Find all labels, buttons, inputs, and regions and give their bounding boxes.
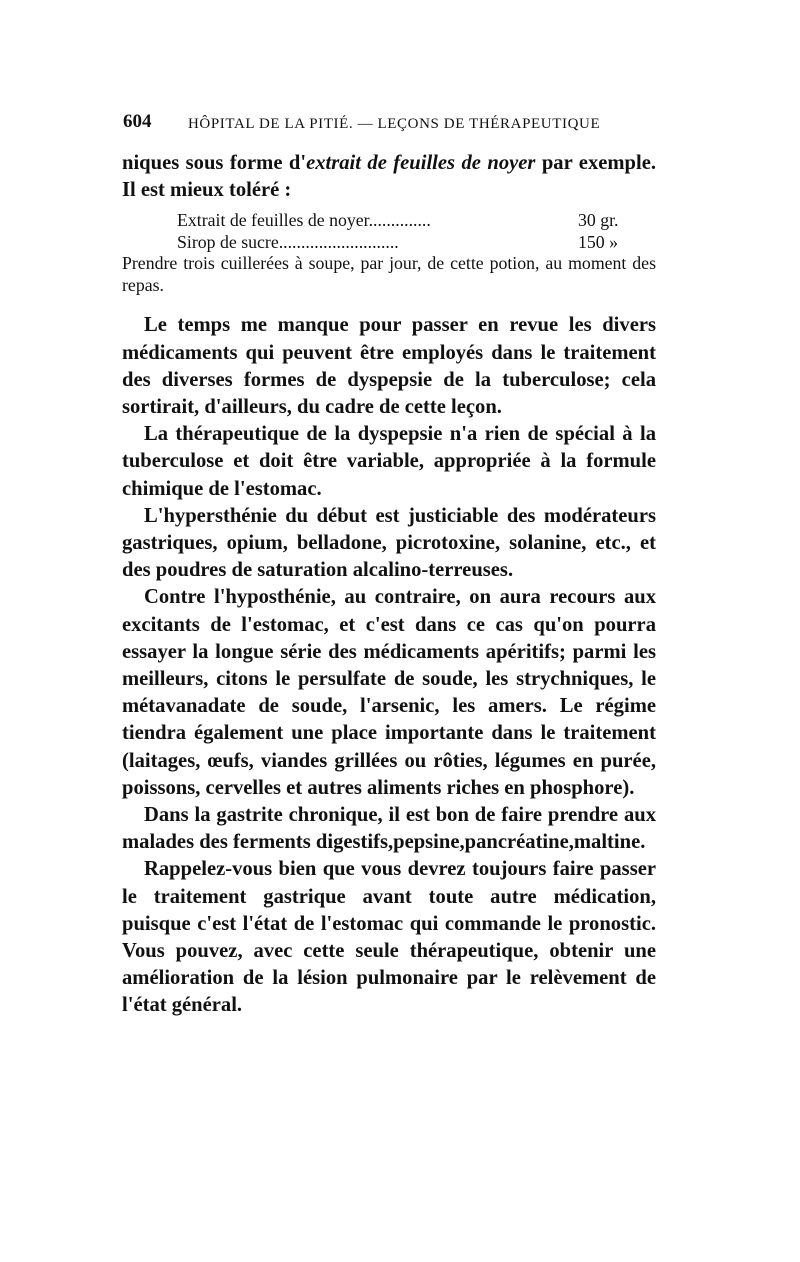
paragraph: Le temps me manque pour passer en revue les divers médicaments qui peuvent être employés dans le traitement des diverses formes de dyspepsie de la tuberculose; cela sortirait, d'ailleurs, du cadre de cette leçon. [122,314,656,419]
running-title: HÔPITAL DE LA PITIÉ. — LEÇONS DE THÉRAPEUTIQUE [188,116,601,132]
recipe-amount: 150 » [578,231,619,252]
paragraph: Dans la gastrite chronique, il est bon de faire prendre aux malades des ferments digestifs,pepsine,pancréatine,maltine. [122,804,656,854]
intro-italic-term: extrait de feuilles de noyer [306,152,536,174]
recipe-item [122,232,656,254]
page-number: 604 [123,111,152,132]
body-text [122,150,656,1020]
paragraph: Contre l'hyposthénie, au contraire, on aura recours aux excitants de l'estomac, et c'est dans ce cas qu'on pourra essayer la longue série des médicaments apéritifs; parmi les meilleurs, citons le persulfate de soude, les strychniques, le métavanadate de soude, l'arsenic, les amers. Le régime tiendra également une place importante dans le traitement (laitages, œufs, viandes grillées ou rôties, légumes en purée, poissons, cervelles et autres aliments riches en phosphore). [122,586,656,799]
recipe-amount: 30 gr. [578,210,619,231]
recipe-instruction: Prendre trois cuillerées à soupe, par jour, de cette potion, au moment des repas. [122,253,656,295]
paragraph: La thérapeutique de la dyspepsie n'a rien de spécial à la tuberculose et doit être variable, appropriée à la formule chimique de l'estomac. [122,423,656,500]
recipe-item [122,210,656,232]
paragraph: L'hypersthénie du début est justiciable des modérateurs gastriques, opium, belladone, picrotoxine, solanine, etc., et des poudres de saturation alcalino-terreuses. [122,504,656,582]
running-header [123,111,653,138]
intro-paragraph [122,150,656,204]
intro-text-start: niques sous forme d' [122,152,307,174]
paragraph: Rappelez-vous bien que vous devrez toujours faire passer le traitement gastrique avant toute autre médication, puisque c'est l'état de l'estomac qui commande le pronostic. Vous pouvez, avec cette seule thérapeutique, obtenir une amélioration de la lésion pulmonaire par le relèvement de l'état général. [122,858,656,1017]
recipe-block [122,210,656,296]
intro-text-end: par exemple. Il est mieux toléré : [122,152,656,202]
recipe-ingredient: Sirop de sucre........................... [177,231,399,252]
recipe-ingredient: Extrait de feuilles de noyer.............. [177,210,431,231]
